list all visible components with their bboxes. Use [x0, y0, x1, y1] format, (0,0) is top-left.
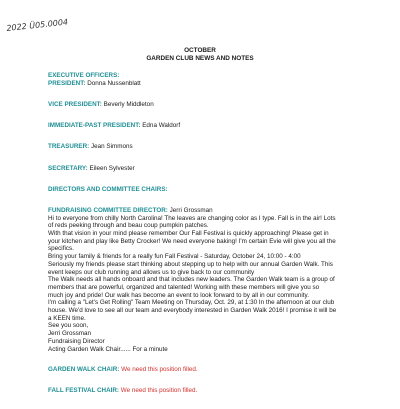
fall-festival-chair-notice: We need this position filled.: [120, 387, 198, 395]
committee-heading: DIRECTORS AND COMMITTEE CHAIRS:: [48, 185, 168, 193]
secretary-row: [48, 165, 388, 173]
fall-festival-chair-label: FALL FESTIVAL CHAIR:: [48, 387, 120, 395]
message-line: Seriously my friends please start thinking about stepping up to help with our annual Garden Walk. This: [48, 260, 333, 268]
fundraising-director-name: Jerri Grossman: [169, 206, 213, 214]
president-row: [48, 80, 388, 88]
handwritten-accession-number: 2022 Ü05.0004: [6, 17, 69, 33]
secretary-label: SECRETARY:: [48, 164, 88, 172]
message-line: a KEEN time.: [48, 314, 86, 322]
past-president-label: IMMEDIATE-PAST PRESIDENT:: [48, 122, 141, 130]
garden-walk-chair-notice: We need this position filled.: [121, 366, 198, 374]
message-line: of reds peeking through and beau coup pumpkin patches.: [48, 222, 209, 230]
message-line: I'm calling a "Let's Get Rolling" Team Meeting on Thursday, Oct. 29, at 1:30 In the afternoon at our club: [48, 299, 335, 307]
message-line: your kitchen and play like Betty Crocker! We need everyone baking! I'm certain Evie will give you all the: [48, 237, 336, 245]
president-label: PRESIDENT:: [48, 79, 86, 87]
vice-president-name: Beverly Middleton: [103, 100, 154, 108]
message-line: Jerri Grossman: [48, 330, 92, 338]
treasurer-row: [48, 143, 388, 151]
newsletter-month: OCTOBER: [184, 47, 216, 54]
newsletter-header: [0, 47, 400, 64]
message-line: See you soon,: [48, 322, 89, 330]
message-line: much joy and pride! Our walk has become an event to look forward to by all in our community.: [48, 291, 309, 299]
president-name: Donna Nussenblatt: [87, 79, 141, 87]
fundraising-director-row: [48, 207, 388, 215]
past-president-row: [48, 122, 388, 130]
past-president-name: Edna Waldorf: [142, 122, 181, 130]
fundraising-message: [48, 215, 388, 354]
treasurer-label: TREASURER:: [48, 143, 90, 151]
message-line: Fundraising Director: [48, 337, 105, 345]
message-line: With that vision in your mind please remember Our Fall Festival is quickly approaching! Please get in: [48, 230, 329, 238]
message-line: The Walk needs all hands onboard and that includes new leaders. The Garden Walk team is a group of: [48, 276, 335, 284]
vice-president-label: VICE PRESIDENT:: [48, 100, 102, 108]
executive-heading: EXECUTIVE OFFICERS:: [48, 72, 120, 79]
newsletter-title: GARDEN CLUB NEWS AND NOTES: [146, 55, 254, 63]
fall-festival-chair-row: [48, 387, 388, 395]
newsletter-body: [48, 72, 388, 409]
message-line: Acting Garden Walk Chair...... For a minute: [48, 345, 168, 353]
secretary-name: Eileen Sylvester: [89, 164, 135, 172]
vice-president-row: [48, 101, 388, 109]
garden-walk-chair-row: [48, 366, 388, 374]
message-line: specifics.: [48, 245, 74, 253]
fundraising-director-label: FUNDRAISING COMMITTEE DIRECTOR:: [48, 206, 168, 214]
treasurer-name: Jean Simmons: [91, 143, 133, 151]
message-line: event keeps our club running and allows us to give back to our community: [48, 268, 255, 276]
message-line: Bring your family & friends for a really fun Fall Festival - Saturday, October 24, 10:00 - 4:00: [48, 253, 301, 261]
message-line: house. We'd love to see all our team and everybody interested in Garden Walk 2016! I promise it will be: [48, 307, 337, 315]
message-line: Hi to everyone from chilly North Carolina! The leaves are changing color as I type. Fall is in the air! Lots: [48, 214, 336, 222]
message-line: members that are powerful, organized and talented! Working with these members will give you so: [48, 283, 320, 291]
garden-walk-chair-label: GARDEN WALK CHAIR:: [48, 366, 120, 374]
